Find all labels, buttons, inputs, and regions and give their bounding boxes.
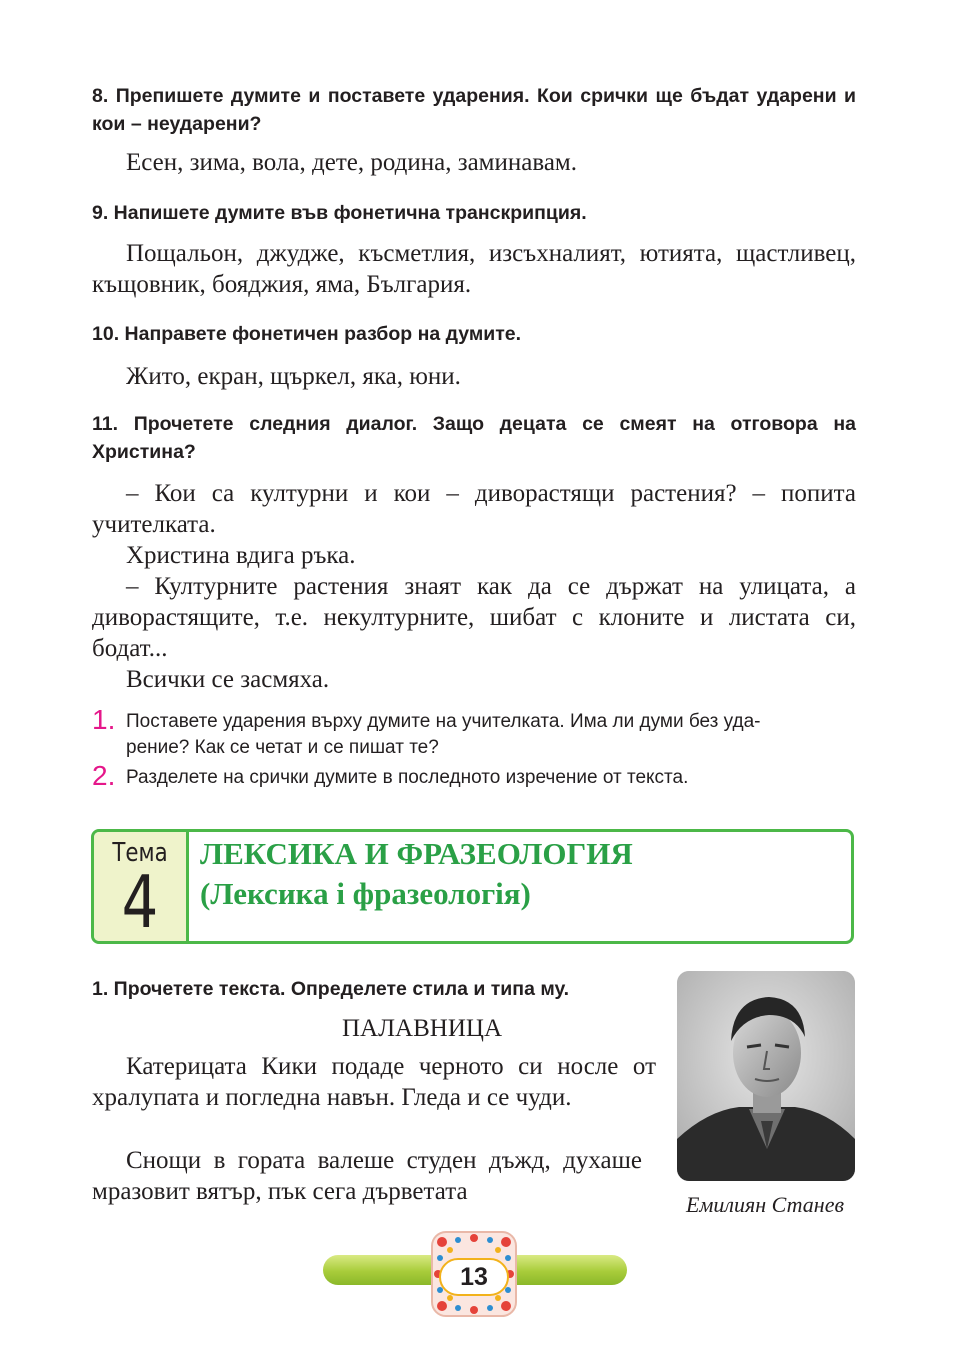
question-number: 1. bbox=[92, 704, 116, 735]
dialogue-line-1: – Кои са културни и кои – диворастящи растения? – попита учителката. bbox=[92, 480, 856, 538]
question-text: Поставете ударения върху думите на учителката. Има ли думи без уда- bbox=[126, 711, 761, 732]
exercise-9-text: Пощальон, джудже, късметлия, изсъхналият, ютията, щастливец, къщовник, бояджия, яма, България. bbox=[92, 240, 856, 298]
question-text-cont: рение? Как се четат и се пишат те? bbox=[126, 737, 439, 758]
theme-tab bbox=[94, 832, 189, 944]
exercise-11-heading: 11. Прочетете следния диалог. Защо децата се смеят на отговора на Христина? bbox=[92, 413, 856, 463]
story-paragraph-1: Катерицата Кики подаде черното си носле от хралупата и погледна навън. Гледа и се чуди. bbox=[92, 1053, 656, 1111]
exercise-1-heading: 1. Прочетете текста. Определете стила и типа му. bbox=[92, 978, 570, 1000]
exercise-8-heading: 8. Препишете думите и поставете ударения. Кои срички ще бъдат ударени и кои – неударени? bbox=[92, 85, 856, 135]
exercise-9-heading: 9. Напишете думите във фонетична транскрипция. bbox=[92, 202, 587, 224]
exercise-10-text: Жито, екран, щъркел, яка, юни. bbox=[126, 363, 461, 390]
portrait-image bbox=[677, 971, 855, 1181]
story-title: ПАЛАВНИЦА bbox=[341, 1015, 502, 1042]
author-portrait bbox=[677, 971, 855, 1181]
theme-header-box bbox=[91, 829, 854, 944]
theme-title bbox=[200, 834, 633, 914]
dialogue-line-2: Христина вдига ръка. bbox=[126, 542, 356, 569]
question-number: 2. bbox=[92, 760, 116, 791]
portrait-caption: Емилиян Станев bbox=[685, 1192, 845, 1217]
exercise-8-text: Есен, зима, вола, дете, родина, заминавам. bbox=[126, 149, 578, 176]
dialogue-line-3: – Културните растения знаят как да се държат на улицата, а диворастящите, т.е. некултурните, шибат с клоните и листата си, бодат... bbox=[92, 573, 856, 662]
theme-title-bg: ЛЕКСИКА И ФРАЗЕОЛОГИЯ bbox=[200, 836, 633, 871]
exercise-10-heading: 10. Направете фонетичен разбор на думите. bbox=[92, 323, 522, 345]
question-text: Разделете на срички думите в последното изречение от текста. bbox=[126, 767, 689, 788]
dialogue-line-4: Всички се засмяха. bbox=[126, 666, 330, 693]
theme-label: Тема bbox=[112, 838, 168, 868]
question-2 bbox=[92, 760, 856, 791]
page-number: 13 bbox=[460, 1263, 488, 1291]
story-paragraph-2: Снощи в гората валеше студен дъжд, духаше мразовит вятър, пък сега дърветата bbox=[92, 1147, 642, 1205]
question-1 bbox=[92, 704, 856, 761]
theme-title-uk: (Лексика і фразеологія) bbox=[200, 876, 531, 911]
dialogue bbox=[92, 478, 856, 695]
theme-number: 4 bbox=[121, 860, 159, 944]
